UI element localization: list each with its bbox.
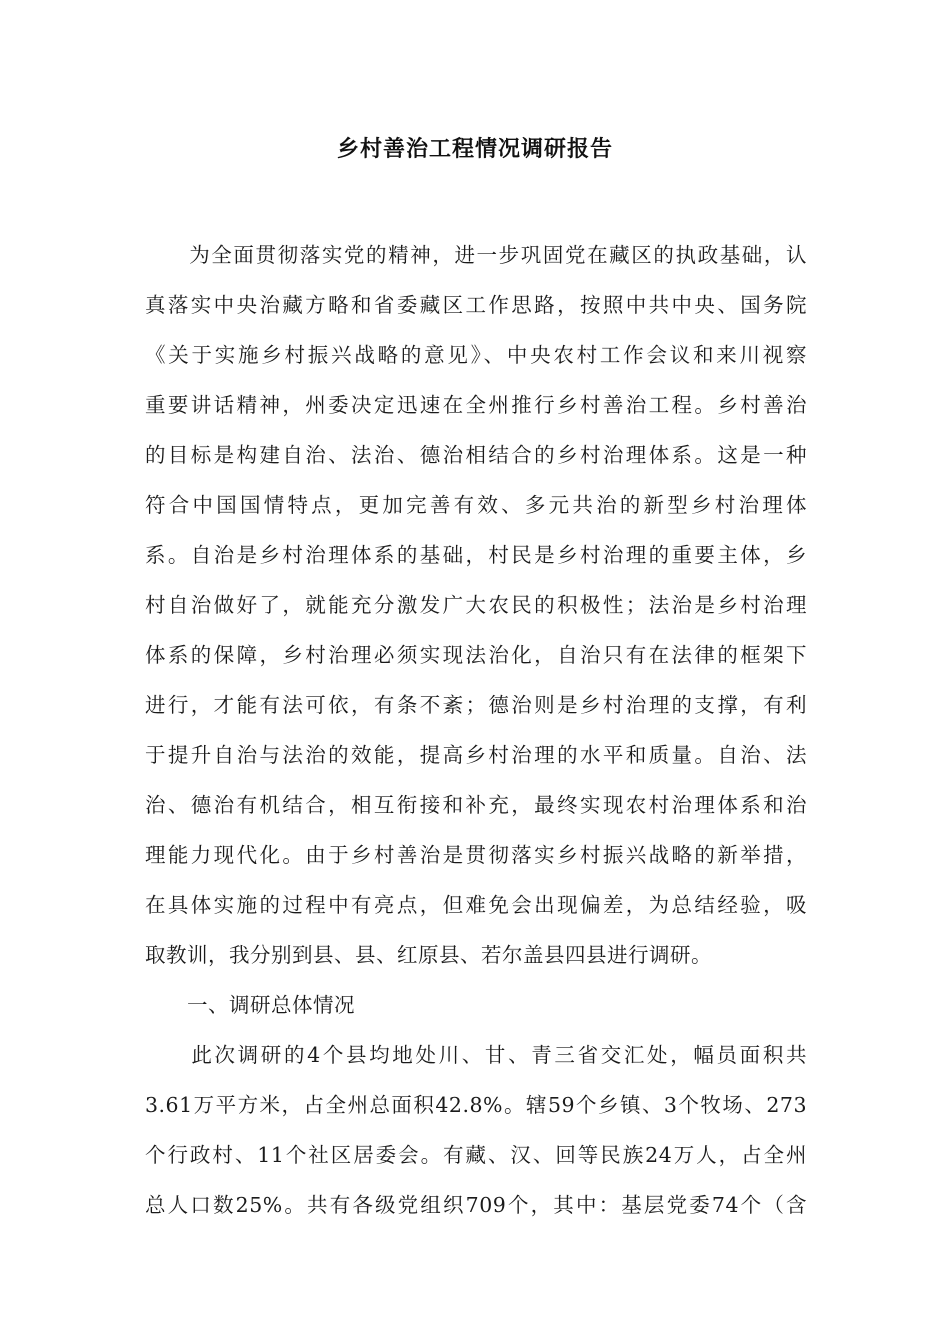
document-title: 乡村善治工程情况调研报告 (336, 137, 613, 162)
body-line: 个行政村、11个社区居委会。有藏、汉、回等民族24万人，占全州 (145, 1143, 807, 1167)
body-line: 理能力现代化。由于乡村善治是贯彻落实乡村振兴战略的新举措， (145, 843, 807, 867)
body-line: 符合中国国情特点，更加完善有效、多元共治的新型乡村治理体 (145, 493, 807, 517)
body-line: 《关于实施乡村振兴战略的意见》、中央农村工作会议和来川视察 (145, 343, 807, 367)
document-body (145, 230, 807, 1230)
body-line: 治、德治有机结合，相互衔接和补充，最终实现农村治理体系和治 (145, 793, 807, 817)
body-line: 进行，才能有法可依，有条不紊；德治则是乡村治理的支撑，有利 (145, 693, 807, 717)
body-line: 在具体实施的过程中有亮点，但难免会出现偏差，为总结经验，吸 (145, 893, 807, 917)
body-line: 总人口数25%。共有各级党组织709个，其中：基层党委74个（含 (145, 1193, 807, 1217)
body-line: 体系的保障，乡村治理必须实现法治化，自治只有在法律的框架下 (145, 643, 807, 667)
body-line: 3.61万平方米，占全州总面积42.8%。辖59个乡镇、3个牧场、273 (145, 1093, 807, 1117)
body-line: 村自治做好了，就能充分激发广大农民的积极性；法治是乡村治理 (145, 593, 807, 617)
body-line: 于提升自治与法治的效能，提高乡村治理的水平和质量。自治、法 (145, 743, 807, 767)
section-heading: 一、调研总体情况 (145, 993, 355, 1017)
body-line: 取教训，我分别到县、县、红原县、若尔盖县四县进行调研。 (145, 943, 712, 967)
body-line: 此次调研的4个县均地处川、甘、青三省交汇处，幅员面积共 (145, 1043, 807, 1067)
body-line: 为全面贯彻落实党的精神，进一步巩固党在藏区的执政基础，认 (145, 243, 807, 267)
body-line: 重要讲话精神，州委决定迅速在全州推行乡村善治工程。乡村善治 (145, 393, 807, 417)
body-line: 真落实中央治藏方略和省委藏区工作思路，按照中共中央、国务院 (145, 293, 807, 317)
body-line: 的目标是构建自治、法治、德治相结合的乡村治理体系。这是一种 (145, 443, 807, 467)
body-line: 系。自治是乡村治理体系的基础，村民是乡村治理的重要主体，乡 (145, 543, 807, 567)
